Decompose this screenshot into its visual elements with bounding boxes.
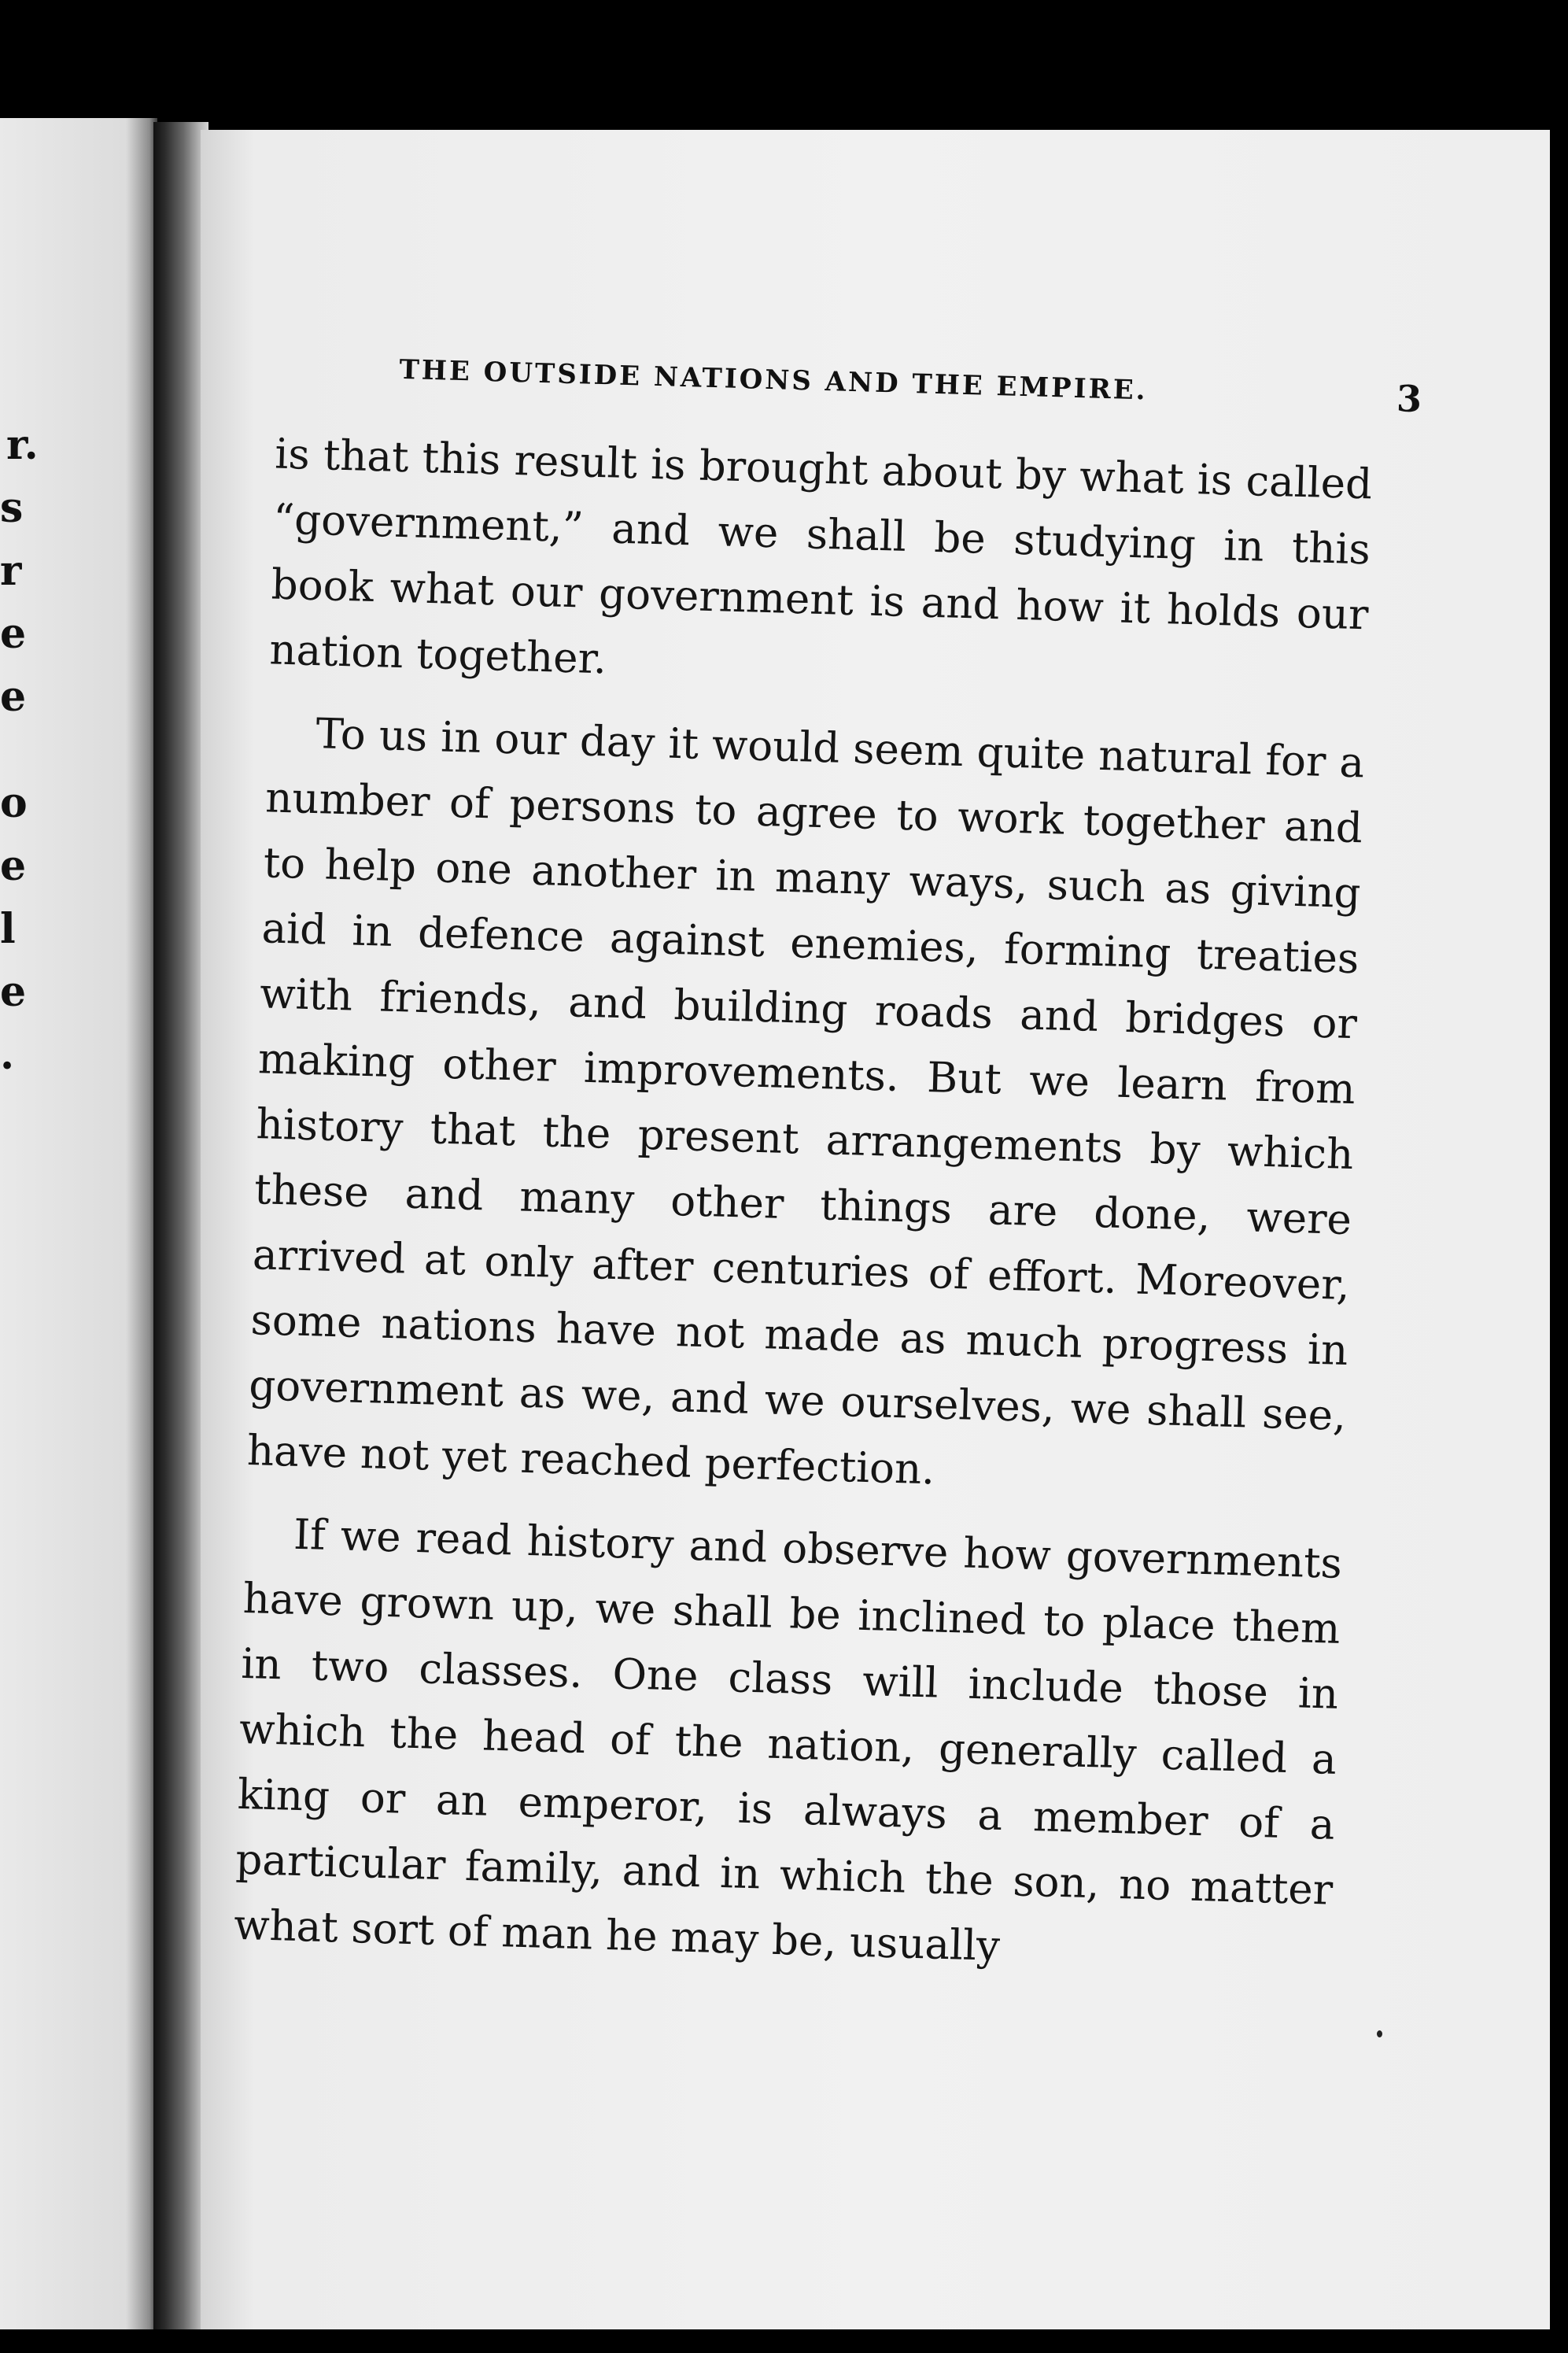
left-fragment: e [0,673,27,721]
page-number: 3 [1396,377,1422,421]
book-page [201,130,1550,2329]
left-fragment: e [0,842,27,890]
left-fragment: s [0,484,24,532]
left-fragment: . [0,1031,15,1079]
left-fragment: o [0,779,28,827]
left-page-text-fragments [0,118,157,2329]
paragraph: If we read history and observe how governments have grown up, we shall be inclined to place them in two classes. One class will include those in which the head of the nation, generally called a king or an emperor, is always a member of a particular family, and in which the son, no matter what sort of man he may be, usually [233,1510,1343,1971]
left-page-edge [0,118,157,2329]
running-head [398,354,1422,430]
left-fragment: e [0,610,27,658]
paragraph: To us in our day it would seem quite natural for a number of persons to agree to work together and to help one another in many ways, such as giving aid in defence against enemies, forming treaties with friends, and building roads and bridges or making other improvements. But we learn from history that the present arrangements by which these and many other things are done, were arrived at only after centuries of effort. Moreover, some nations have not made as much progress in government as we, and we ourselves, we shall see, have not yet reached perfection. [246,710,1365,1494]
ink-speck [1377,2030,1382,2037]
running-title: THE OUTSIDE NATIONS AND THE EMPIRE. [399,353,1149,407]
page-content [223,115,1422,2345]
paragraph-continuation: is that this result is brought about by what is called “government,” and we shall be studying in this book what our government is and how it holds our nation together. [268,430,1373,684]
left-fragment: r [0,547,22,595]
left-fragment: r. [6,421,39,469]
left-fragment: e [0,968,27,1016]
body-text [233,422,1374,2006]
left-fragment: l [0,905,16,953]
